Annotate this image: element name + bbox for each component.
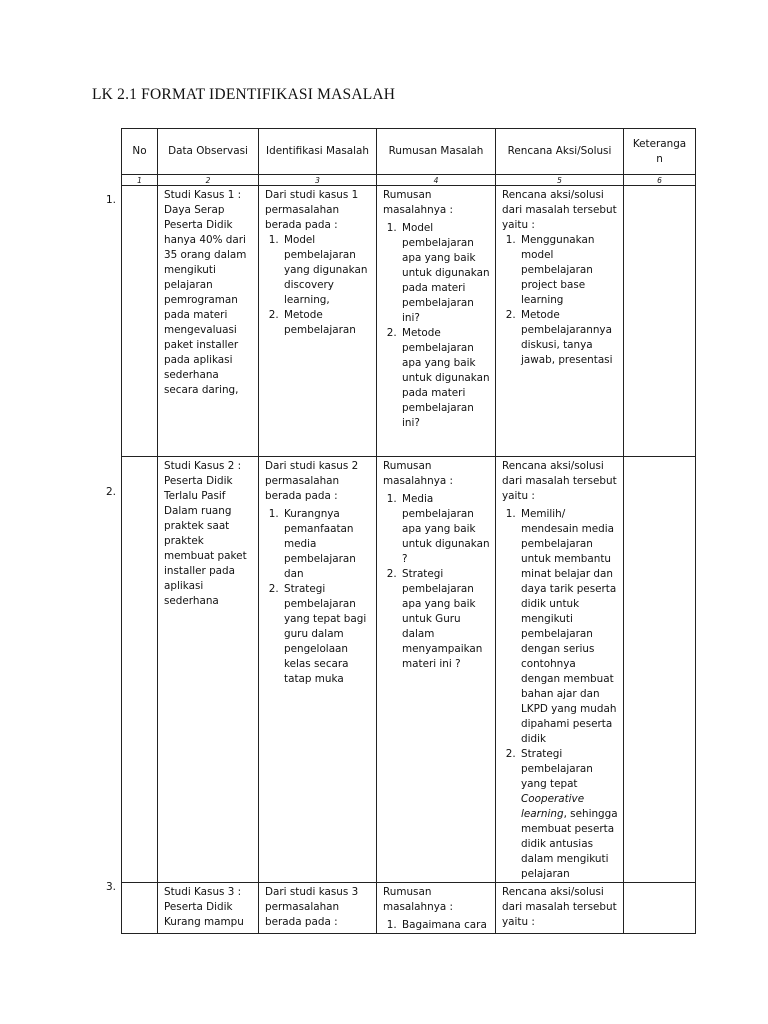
header-no: No [122, 129, 158, 175]
cell-identifikasi-masalah [259, 883, 377, 934]
header-identifikasi-masalah: Identifikasi Masalah [259, 129, 377, 175]
list-item: 1. Memilih/ mendesain media pembelajaran untuk membantu minat belajar dan daya tarik peserta didik untuk mengikuti pembelajaran dengan serius contohnya dengan membuat bahan ajar dan LKPD yang mudah dipahami peserta didik [519, 507, 618, 747]
rumusan-lead: Rumusan masalahnya : [383, 886, 454, 913]
cell-rencana-aksi [496, 186, 624, 457]
cell-identifikasi-masalah [259, 457, 377, 883]
column-number-5: 5 [496, 175, 624, 186]
list-item: 1. Bagaimana cara [400, 918, 490, 933]
rencana-item2-emphasis: Cooperative learning [521, 793, 585, 820]
rumusan-lead: Rumusan masalahnya : [383, 189, 454, 216]
cell-rencana-aksi [496, 883, 624, 934]
header-keterangan-line2: n [656, 152, 663, 165]
header-rencana-aksi: Rencana Aksi/Solusi [496, 129, 624, 175]
table-row [122, 883, 696, 934]
identifikasi-lead: Dari studi kasus 2 permasalahan berada pada : [265, 460, 359, 502]
column-number-1: 1 [122, 175, 158, 186]
table-row [122, 457, 696, 883]
row-number-2: 2. [106, 486, 117, 498]
list-item: 2. Metode pembelajaran [282, 308, 371, 338]
cell-data-observasi: Studi Kasus 3 : Peserta Didik Kurang mampu [158, 883, 259, 934]
cell-keterangan [624, 457, 696, 883]
rencana-lead: Rencana aksi/solusi dari masalah tersebut yaitu : [502, 189, 617, 231]
header-row [122, 129, 696, 175]
rencana-lead: Rencana aksi/solusi dari masalah tersebut yaitu : [502, 886, 617, 928]
list-item: 2. Metode pembelajarannya diskusi, tanya jawab, presentasi [519, 308, 618, 368]
rumusan-lead: Rumusan masalahnya : [383, 460, 454, 487]
header-rumusan-masalah: Rumusan Masalah [377, 129, 496, 175]
list-item: 1. Media pembelajaran apa yang baik untuk digunakan ? [400, 492, 490, 567]
column-number-4: 4 [377, 175, 496, 186]
list-item: 1. Kurangnya pemanfaatan media pembelajaran dan [282, 507, 371, 582]
column-number-2: 2 [158, 175, 259, 186]
cell-rumusan-masalah [377, 186, 496, 457]
cell-data-observasi: Studi Kasus 2 : Peserta Didik Terlalu Pasif Dalam ruang praktek saat praktek membuat paket installer pada aplikasi sederhana [158, 457, 259, 883]
cell-keterangan [624, 883, 696, 934]
table-row [122, 186, 696, 457]
list-item: 1. Model pembelajaran apa yang baik untuk digunakan pada materi pembelajaran ini? [400, 221, 490, 326]
cell-identifikasi-masalah [259, 186, 377, 457]
header-keterangan-line1: Keteranga [632, 137, 687, 150]
cell-keterangan [624, 186, 696, 457]
cell-data-observasi: Studi Kasus 1 : Daya Serap Peserta Didik hanya 40% dari 35 orang dalam mengikuti pelajaran pemrograman pada materi mengevaluasi paket installer pada aplikasi sederhana secara daring, [158, 186, 259, 457]
column-number-6: 6 [624, 175, 696, 186]
identification-table [121, 128, 696, 934]
header-data-observasi: Data Observasi [158, 129, 259, 175]
header-keterangan [624, 129, 696, 175]
cell-rumusan-masalah [377, 883, 496, 934]
page-title: LK 2.1 FORMAT IDENTIFIKASI MASALAH [92, 86, 396, 103]
list-item: 2. Strategi pembelajaran apa yang baik untuk Guru dalam menyampaikan materi ini ? [400, 567, 490, 672]
row-number-1: 1. [106, 194, 117, 206]
cell-rumusan-masalah [377, 457, 496, 883]
cell-no [122, 883, 158, 934]
list-item [519, 747, 618, 882]
row-number-3: 3. [106, 881, 117, 893]
list-item: 2. Strategi pembelajaran yang tepat bagi guru dalam pengelolaan kelas secara tatap muka [282, 582, 371, 687]
list-item: 1. Menggunakan model pembelajaran project base learning [519, 233, 618, 308]
rencana-item2-rest: , sehingga membuat peserta didik antusias dalam mengikuti pelajaran [521, 808, 618, 880]
rencana-item2-text: Strategi pembelajaran yang tepat [521, 748, 593, 790]
column-number-3: 3 [259, 175, 377, 186]
column-number-row [122, 175, 696, 186]
list-item: 1. Model pembelajaran yang digunakan discovery learning, [282, 233, 371, 308]
rencana-lead: Rencana aksi/solusi dari masalah tersebut yaitu : [502, 460, 617, 502]
identifikasi-lead: Dari studi kasus 3 permasalahan berada pada : [265, 886, 359, 928]
cell-no [122, 457, 158, 883]
cell-no [122, 186, 158, 457]
list-item: 2. Metode pembelajaran apa yang baik untuk digunakan pada materi pembelajaran ini? [400, 326, 490, 431]
identifikasi-lead: Dari studi kasus 1 permasalahan berada pada : [265, 189, 359, 231]
cell-rencana-aksi [496, 457, 624, 883]
